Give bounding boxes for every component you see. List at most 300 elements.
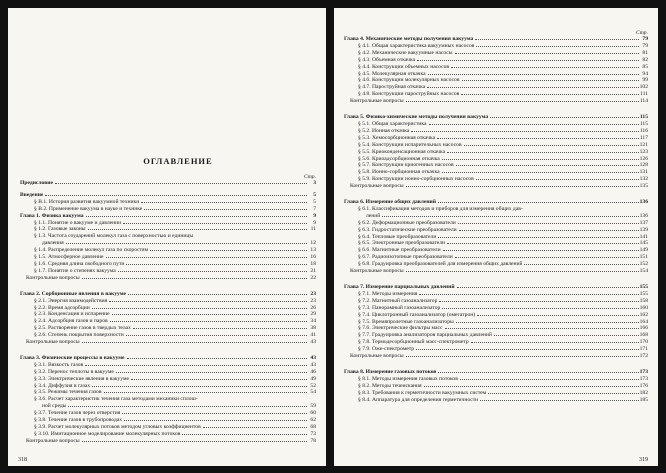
dot-leader: [128, 294, 307, 295]
toc-entry-title: § 6.3. Гидростатические преобразователи: [358, 226, 457, 233]
toc-entry-page: 166: [639, 325, 648, 332]
toc-entry-page: 131: [639, 169, 648, 176]
toc-entry: [20, 206, 316, 213]
toc-entry: [344, 234, 648, 241]
toc-entry-title: § 1.2. Газовые законы: [34, 226, 86, 233]
toc-entry-page: 9: [313, 219, 316, 226]
dot-leader: [442, 172, 639, 173]
dot-leader: [86, 216, 307, 217]
toc-entry: [344, 142, 648, 149]
toc-entry-title: § 5.1. Общая характеристика: [358, 120, 427, 127]
toc-entry-page: 182: [639, 389, 648, 396]
toc-entry-page: 85: [642, 63, 648, 70]
toc-entry-page: 126: [639, 155, 648, 162]
toc-entry-title: § 5.7. Конструкции криогенных насосов: [358, 162, 454, 169]
dot-leader: [141, 202, 307, 203]
toc-entry-page: 7: [313, 205, 316, 212]
dot-leader: [131, 379, 307, 380]
toc-entry-title: Контрольные вопросы: [26, 274, 80, 281]
dot-leader: [438, 237, 638, 238]
toc-entry-page: 111: [640, 91, 648, 98]
toc-entry-page: 185: [639, 396, 648, 403]
toc-entry: [20, 311, 316, 318]
toc-entry-title: § 6.5. Электронные преобразователи: [358, 240, 446, 247]
toc-entry-page: 29: [310, 311, 316, 318]
dot-leader: [437, 138, 639, 139]
toc-entry-title: § 3.7. Течение газов через отверстия: [34, 410, 121, 417]
toc-entry-title: § 8.1. Методы измерения газовых потоков: [358, 375, 458, 382]
toc-entry-page: 137: [639, 219, 648, 226]
toc-entry-title: § 2.5. Растворение газов в твердых телах: [34, 325, 131, 332]
toc-entry: [344, 213, 648, 220]
toc-entry-title: Контрольные вопросы: [350, 98, 404, 105]
toc-entry-page: 155: [639, 284, 648, 290]
dot-leader: [126, 264, 307, 265]
toc-entry-title: § 1.6. Средняя длина свободного пути: [34, 260, 125, 267]
toc-entry-page: 26: [310, 304, 316, 311]
dot-leader: [476, 179, 639, 180]
toc-title: ОГЛАВЛЕНИЕ: [143, 156, 213, 166]
toc-entry: [344, 64, 648, 71]
toc-entry: [344, 397, 648, 404]
chapter-list: [20, 213, 316, 445]
toc-entry: [20, 318, 316, 325]
left-page: [8, 8, 326, 466]
toc-entry: [20, 261, 316, 268]
dot-leader: [524, 264, 638, 265]
toc-entry-title: § 4.8. Конструкции пароструйных насосов: [358, 91, 460, 98]
toc-entry-title: § 4.6. Конструкции молекулярных насосов: [358, 77, 460, 84]
toc-entry: [344, 220, 648, 227]
toc-entry: [344, 383, 648, 390]
toc-review-questions: [344, 353, 648, 360]
chapter-block: [344, 369, 648, 404]
dot-leader: [443, 250, 639, 251]
toc-entry-title: § 8.4. Аппаратура для определения герметичности: [358, 396, 479, 403]
page-column-label: Стр.: [635, 30, 648, 36]
dot-leader: [416, 349, 639, 350]
toc-entry-page: 145: [639, 240, 648, 247]
dot-leader: [419, 294, 638, 295]
toc-entry-page: 34: [310, 318, 316, 325]
toc-entry: [344, 240, 648, 247]
toc-entry-page: 18: [310, 260, 316, 267]
dot-leader: [475, 39, 639, 40]
toc-entry: [344, 305, 648, 312]
toc-entry-title: § 7.7. Градуировка анализаторов парциальных давлений: [358, 332, 492, 339]
toc-chapter-heading: [344, 284, 648, 291]
toc-entry-page: 79: [642, 36, 648, 42]
toc-entry-page: 49: [310, 375, 316, 382]
toc-entry: [20, 376, 316, 383]
dot-leader: [494, 335, 639, 336]
dot-leader: [182, 434, 307, 435]
toc-entry-title: § 6.4. Тепловые преобразователи: [358, 233, 437, 240]
toc-entry-page: 22: [310, 274, 316, 281]
toc-entry-title: § 7.1. Методы измерения: [358, 290, 418, 297]
toc-entry-title: Контрольные вопросы: [26, 339, 80, 346]
chapter-list: [344, 36, 648, 404]
toc-entry-page: 54: [310, 389, 316, 396]
toc-entry-page: 43: [310, 361, 316, 368]
toc-entry-title: § 7.3. Панорамный газоанализатор: [358, 304, 441, 311]
toc-entry: [344, 57, 648, 64]
toc-review-questions: [20, 339, 316, 346]
toc-entry-title: § 4.4. Конструкции объемных насосов: [358, 63, 450, 70]
toc-review-questions: [344, 268, 648, 275]
toc-entry-title: Глава 7. Измерение парциальных давлений: [344, 284, 455, 290]
toc-entry-page: 114: [639, 98, 648, 105]
toc-entry-title: § В.1. История развития вакуумной техники: [34, 198, 140, 205]
toc-entry-title: Глава 1. Физика вакуума: [20, 212, 84, 219]
front-matter: [20, 180, 316, 213]
dot-leader: [438, 372, 638, 373]
dot-leader: [406, 101, 639, 102]
toc-entry: [344, 162, 648, 169]
toc-entry-title: § 1.5. Атмосферное давление: [34, 254, 104, 261]
toc-entry: [20, 226, 316, 233]
toc-entry-title: § 5.9. Конструкции ионно-сорбционных насосов: [358, 176, 474, 183]
toc-entry: [344, 206, 648, 213]
dot-leader: [455, 257, 639, 258]
dot-leader: [456, 165, 639, 166]
toc-chapter-heading: [344, 36, 648, 43]
dot-leader: [460, 379, 639, 380]
toc-chapter-heading: [344, 369, 648, 376]
dot-leader: [445, 328, 639, 329]
toc-entry-title: § 7.5. Времяпролетные газоанализаторы: [358, 318, 454, 325]
dot-leader: [424, 386, 639, 387]
dot-leader: [123, 223, 307, 224]
toc-entry-title: § 2.1. Энергия взаимодействия: [34, 297, 108, 304]
dot-leader: [476, 46, 639, 47]
toc-entry: [20, 410, 316, 417]
toc-entry-title: § 3.1. Вязкость газов: [34, 361, 84, 368]
toc-entry-title: § 6.8. Градуировка преобразователей для измерения общих давлений: [358, 261, 523, 268]
chapter-block: [344, 284, 648, 360]
dot-leader: [104, 392, 308, 393]
toc-review-questions: [20, 275, 316, 282]
toc-entry-title: ной среды: [42, 403, 67, 410]
dot-leader: [109, 301, 307, 302]
toc-entry: [344, 346, 648, 353]
toc-entry-page: 43: [310, 339, 316, 346]
toc-entry: [20, 369, 316, 376]
toc-chapter-heading: [20, 213, 316, 220]
toc-entry-page: 173: [639, 375, 648, 382]
toc-entry-title: § 3.9. Расчет молекулярных потоков методом угловых коэффициентов: [34, 424, 201, 430]
toc-entry-page: 38: [310, 325, 316, 332]
toc-entry-title: Глава 8. Измерение газовых потоков: [344, 368, 437, 375]
chapter-block: [20, 291, 316, 346]
dot-leader: [150, 250, 307, 251]
toc-entry: [344, 332, 648, 339]
toc-entry-title: § 1.1. Понятие о вакууме и давлении: [34, 219, 122, 226]
dot-leader: [112, 314, 307, 315]
toc-entry-page: 160: [639, 304, 648, 311]
toc-entry-title: § 4.3. Объемная откачка: [358, 56, 416, 63]
toc-entry: [344, 149, 648, 156]
toc-entry: [20, 247, 316, 254]
toc-entry-title: § 3.5. Режимы течения газов: [34, 389, 102, 396]
toc-entry: [20, 325, 316, 332]
toc-entry: [344, 291, 648, 298]
toc-entry: [344, 261, 648, 268]
toc-entry: [20, 403, 316, 410]
dot-leader: [126, 335, 307, 336]
toc-entry-page: 115: [639, 114, 648, 121]
dot-leader: [447, 152, 639, 153]
toc-entry: [344, 319, 648, 326]
dot-leader: [417, 60, 639, 61]
dot-leader: [464, 145, 639, 146]
toc-entry-title: Глава 4. Механические методы получения вакуума: [344, 36, 474, 42]
toc-entry-title: § 4.5. Молекулярная откачка: [358, 70, 426, 77]
toc-entry-page: 116: [639, 127, 648, 134]
toc-entry-page: 3: [313, 180, 316, 186]
toc-entry: [20, 332, 316, 339]
dot-leader: [459, 230, 639, 231]
chapter-block: [344, 36, 648, 105]
dot-leader: [461, 94, 639, 95]
toc-entry: [344, 339, 648, 346]
toc-entry-page: 132: [639, 176, 648, 183]
toc-review-questions: [344, 183, 648, 190]
toc-entry: [344, 247, 648, 254]
toc-entry-page: 79: [642, 42, 648, 49]
toc-entry-page: 9: [313, 212, 316, 219]
toc-entry-page: 13: [310, 247, 316, 254]
toc-entry: [344, 135, 648, 142]
dot-leader: [406, 356, 639, 357]
toc-entry-title: § 5.5. Криоконденсационная откачка: [358, 148, 446, 155]
chapter-block: [344, 199, 648, 275]
toc-entry-title: § 6.1. Классификация методов и приборов для измерения общих дав-: [358, 205, 523, 212]
toc-entry-title: Контрольные вопросы: [26, 437, 80, 444]
dot-leader: [118, 271, 307, 272]
dot-leader: [490, 117, 639, 118]
dot-leader: [477, 315, 638, 316]
toc-entry-title: § В.2. Применение вакуума в науке и технике: [34, 205, 143, 212]
toc-entry: [20, 305, 316, 312]
toc-entry-title: § 7.9. Оже-спектрометр: [358, 346, 415, 353]
toc-entry-title: § 1.7. Понятие о степенях вакуума: [34, 267, 116, 274]
toc-entry-page: 123: [639, 148, 648, 155]
dot-leader: [488, 393, 638, 394]
toc-entry-title: § 5.8. Ионно-сорбционная откачка: [358, 169, 440, 176]
dot-leader: [438, 202, 639, 203]
toc-entry-title: § 1.4. Распределение молекул газа по скоростям: [34, 247, 149, 254]
dot-leader: [382, 216, 638, 217]
toc-entry: [20, 298, 316, 305]
toc-entry-page: 62: [310, 417, 316, 424]
toc-entry-page: 23: [310, 297, 316, 304]
toc-entry-page: 135: [639, 183, 648, 190]
toc-entry: [344, 169, 648, 176]
dot-leader: [427, 87, 638, 88]
toc-entry-page: 52: [310, 382, 316, 389]
dot-leader: [68, 406, 307, 407]
toc-entry: [20, 362, 316, 369]
toc-entry-page: 12: [310, 240, 316, 247]
dot-leader: [124, 420, 307, 421]
dot-leader: [429, 124, 639, 125]
toc-entry-page: 59: [310, 403, 316, 410]
toc-entry-title: лений: [366, 212, 381, 219]
toc-entry: [344, 50, 648, 57]
dot-leader: [116, 372, 307, 373]
toc-entry: [20, 389, 316, 396]
toc-entry-title: § 2.6. Степень покрытия поверхности: [34, 332, 124, 339]
toc-entry-title: § 7.2. Магнитный газоанализатор: [358, 297, 438, 304]
toc-entry-page: 73: [310, 430, 316, 437]
dot-leader: [480, 400, 638, 401]
toc-entry-page: 155: [639, 290, 648, 297]
toc-entry-page: 176: [639, 382, 648, 389]
toc-entry: [20, 199, 316, 206]
toc-entry-page: 128: [639, 162, 648, 169]
dot-leader: [411, 131, 639, 132]
toc-entry-page: 68: [310, 424, 316, 430]
dot-leader: [88, 229, 308, 230]
toc-entry-title: Введение: [20, 191, 44, 198]
toc-entry: [344, 325, 648, 332]
dot-leader: [428, 74, 639, 75]
right-page: [334, 8, 658, 466]
toc-entry-page: 171: [639, 346, 648, 353]
toc-entry-page: 16: [310, 254, 316, 261]
toc-chapter-heading: [344, 199, 648, 206]
page-column-label: Стр.: [303, 174, 316, 180]
toc-entry-title: § 3.4. Диффузия в газах: [34, 382, 91, 389]
toc-entry-title: Контрольные вопросы: [350, 183, 404, 190]
toc-entry-page: 172: [639, 353, 648, 360]
toc-entry-page: 164: [639, 318, 648, 325]
toc-entry: [20, 431, 316, 438]
dot-leader: [106, 257, 307, 258]
dot-leader: [82, 441, 307, 442]
toc-entry: [20, 396, 316, 403]
dot-leader: [406, 186, 639, 187]
page-number: 318: [18, 457, 27, 463]
toc-entry: [344, 77, 648, 84]
toc-entry-page: 41: [310, 332, 316, 339]
toc-entry: [20, 417, 316, 424]
toc-entry-title: § 3.8. Течение газов в трубопроводах: [34, 417, 123, 424]
dot-leader: [122, 413, 307, 414]
dot-leader: [55, 183, 307, 184]
toc-entry-page: 102: [639, 84, 648, 91]
toc-chapter-heading: [344, 114, 648, 121]
toc-entry: [344, 312, 648, 319]
dot-leader: [442, 159, 639, 160]
toc-entry-page: 60: [310, 410, 316, 417]
toc-entry: [344, 156, 648, 163]
toc-entry-title: § 2.2. Время адсорбции: [34, 304, 90, 311]
toc-entry-page: 170: [639, 339, 648, 346]
dot-leader: [110, 321, 307, 322]
dot-leader: [133, 328, 307, 329]
toc-entry-title: § 3.6. Расчет характеристик течения газа методами механики сплош-: [34, 396, 198, 403]
toc-entry-page: 99: [642, 77, 648, 84]
toc-entry-title: Глава 3. Физические процессы в вакууме: [20, 354, 125, 361]
chapter-block: [20, 213, 316, 282]
toc-entry-page: 149: [639, 247, 648, 254]
toc-entry-title: Контрольные вопросы: [350, 268, 404, 275]
toc-entry-title: § 3.3. Электрические явления в вакууме: [34, 375, 129, 382]
toc-entry-page: 117: [639, 134, 648, 141]
toc-entry: [344, 84, 648, 91]
toc-chapter-heading: [20, 180, 316, 187]
dot-leader: [144, 209, 307, 210]
toc-entry-title: § 2.4. Адсорбция газов и паров: [34, 318, 108, 325]
toc-chapter-heading: [20, 192, 316, 199]
dot-leader: [82, 342, 307, 343]
toc-entry-page: 81: [642, 49, 648, 56]
dot-leader: [92, 386, 307, 387]
toc-entry: [344, 71, 648, 78]
toc-entry-page: 154: [639, 268, 648, 275]
toc-entry-page: 141: [639, 233, 648, 240]
toc-entry-title: § 4.7. Пароструйная откачка: [358, 84, 426, 91]
toc-entry-page: 152: [639, 261, 648, 268]
toc-entry-page: 168: [639, 332, 648, 339]
toc-entry-page: 139: [639, 226, 648, 233]
toc-entry-page: 115: [639, 120, 648, 127]
toc-entry-page: 82: [642, 56, 648, 63]
toc-entry-title: § 3.10. Имитационное моделирование молекулярных потоков: [34, 430, 181, 437]
dot-leader: [447, 243, 639, 244]
toc-entry-title: § 5.3. Хемосорбционная откачка: [358, 134, 436, 141]
toc-review-questions: [344, 98, 648, 105]
toc-entry-title: § 7.6. Электрические фильтры масс: [358, 325, 443, 332]
toc-entry-title: § 5.2. Ионная откачка: [358, 127, 410, 134]
toc-entry-title: § 8.3. Требования к герметичности вакуумных систем: [358, 389, 487, 396]
toc-entry: [344, 43, 648, 50]
toc-entry: [20, 383, 316, 390]
toc-entry: [20, 268, 316, 275]
dot-leader: [451, 67, 639, 68]
toc-entry: [20, 424, 316, 431]
chapter-block: [20, 355, 316, 445]
toc-entry-page: 136: [639, 212, 648, 219]
toc-entry: [344, 121, 648, 128]
toc-entry-page: 5: [313, 191, 316, 198]
dot-leader: [439, 301, 638, 302]
toc-entry-title: § 5.4. Конструкции испарительных насосов: [358, 141, 462, 148]
toc-entry-page: 11: [310, 226, 316, 233]
dot-leader: [82, 278, 307, 279]
toc-entry-page: 43: [310, 354, 316, 361]
toc-entry-page: 173: [639, 368, 648, 375]
toc-entry-page: 46: [310, 368, 316, 375]
dot-leader: [462, 80, 640, 81]
toc-entry: [344, 128, 648, 135]
toc-entry: [344, 390, 648, 397]
toc-entry-page: 136: [639, 199, 648, 206]
toc-review-questions: [20, 438, 316, 445]
toc-entry-title: § 7.8. Термодесорбционный масс-спектрометр: [358, 339, 469, 346]
dot-leader: [456, 322, 639, 323]
toc-entry: [344, 227, 648, 234]
dot-leader: [406, 271, 639, 272]
toc-entry-page: 5: [313, 198, 316, 205]
toc-entry-title: § 7.4. Циклотронный газоанализатор (омегатрон): [358, 311, 476, 318]
toc-entry-page: 162: [639, 311, 648, 318]
toc-entry: [20, 240, 316, 247]
toc-entry-page: 121: [639, 141, 648, 148]
toc-entry: [344, 298, 648, 305]
